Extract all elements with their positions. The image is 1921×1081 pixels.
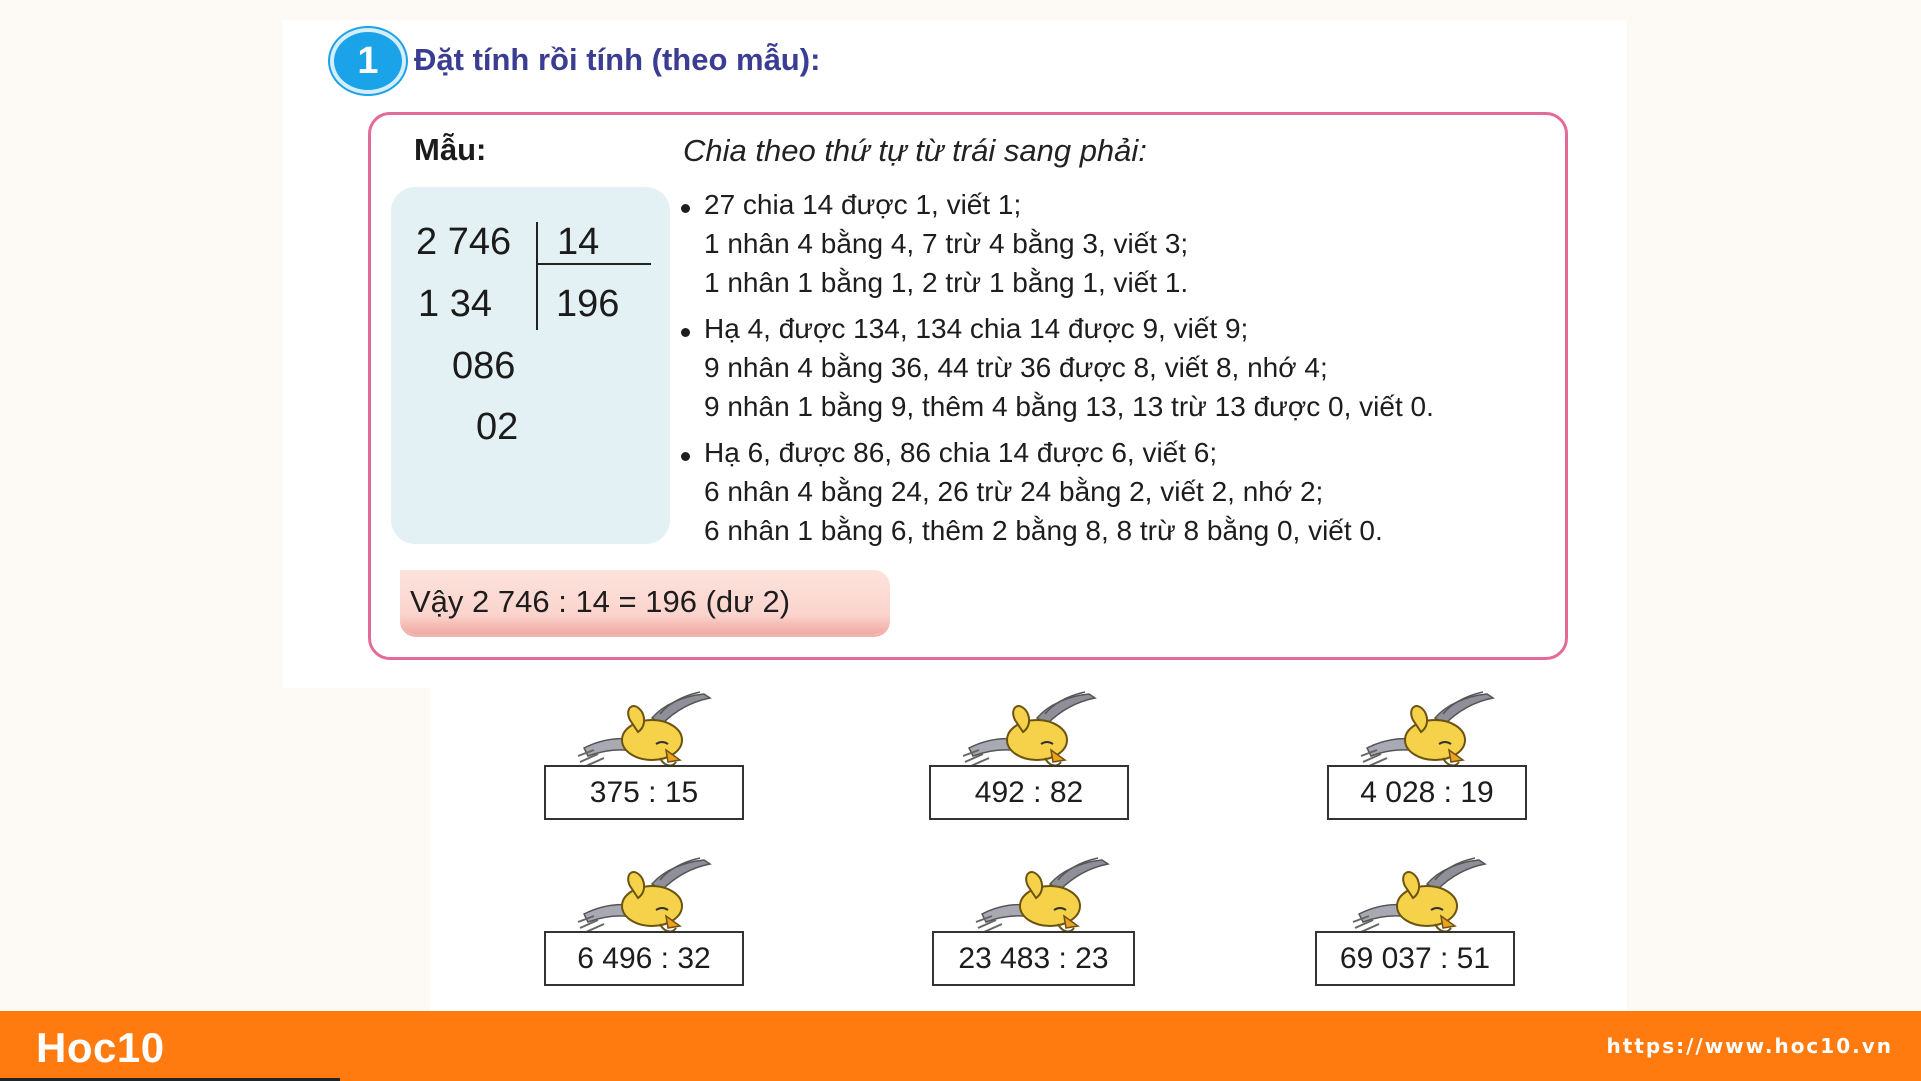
step-3-line-2: 6 nhân 4 bằng 24, 26 trừ 24 bằng 2, viết 2, nhớ 2; bbox=[704, 476, 1324, 507]
exercise-title: Đặt tính rồi tính (theo mẫu): bbox=[414, 42, 821, 77]
instruction-title: Chia theo thứ tự từ trái sang phải: bbox=[683, 133, 1147, 168]
result-text: Vậy 2 746 : 14 = 196 (dư 2) bbox=[410, 584, 791, 619]
problem-item-4 bbox=[544, 856, 744, 996]
bird-icon bbox=[1339, 856, 1489, 938]
bullet-icon bbox=[681, 328, 690, 337]
bird-icon bbox=[949, 690, 1099, 772]
remainder: 02 bbox=[476, 406, 519, 448]
problem-box: 375 : 15 bbox=[544, 765, 744, 820]
quotient: 196 bbox=[556, 283, 620, 325]
step-2-line-3: 9 nhân 1 bằng 9, thêm 4 bằng 13, 13 trừ 13 được 0, viết 0. bbox=[704, 391, 1434, 422]
problem-box: 4 028 : 19 bbox=[1327, 765, 1527, 820]
site-url[interactable]: https://www.hoc10.vn bbox=[1606, 1034, 1893, 1058]
problem-item-1 bbox=[544, 690, 744, 830]
problem-item-5 bbox=[932, 856, 1132, 996]
partial-dividend-1: 1 34 bbox=[418, 283, 492, 325]
bullet-icon bbox=[681, 204, 690, 213]
problem-item-2 bbox=[929, 690, 1129, 830]
step-1-line-3: 1 nhân 1 bằng 1, 2 trừ 1 bằng 1, viết 1. bbox=[704, 267, 1189, 298]
problem-box: 23 483 : 23 bbox=[932, 931, 1135, 986]
problem-item-6 bbox=[1315, 856, 1515, 996]
step-1-line-1: 27 chia 14 được 1, viết 1; bbox=[704, 189, 1022, 220]
partial-dividend-2: 086 bbox=[452, 345, 516, 387]
step-2-line-2: 9 nhân 4 bằng 36, 44 trừ 36 được 8, viết 8, nhớ 4; bbox=[704, 352, 1328, 383]
step-3-line-1: Hạ 6, được 86, 86 chia 14 được 6, viết 6; bbox=[704, 437, 1218, 468]
division-horizontal-line bbox=[537, 263, 651, 265]
dividend: 2 746 bbox=[416, 221, 512, 263]
step-1-line-2: 1 nhân 4 bằng 4, 7 trừ 4 bằng 3, viết 3; bbox=[704, 228, 1189, 259]
sample-label: Mẫu: bbox=[414, 132, 487, 167]
problem-item-3 bbox=[1327, 690, 1527, 830]
exercise-number-badge: 1 bbox=[330, 28, 406, 94]
problem-box: 6 496 : 32 bbox=[544, 931, 744, 986]
bird-icon bbox=[564, 856, 714, 938]
bird-icon bbox=[1347, 690, 1497, 772]
step-3-line-3: 6 nhân 1 bằng 6, thêm 2 bằng 8, 8 trừ 8 bằng 0, viết 0. bbox=[704, 515, 1383, 546]
division-vertical-line bbox=[536, 222, 538, 330]
bird-icon bbox=[564, 690, 714, 772]
bird-icon bbox=[962, 856, 1112, 938]
brand-logo: Hoc10 bbox=[36, 1024, 165, 1071]
problem-box: 492 : 82 bbox=[929, 765, 1129, 820]
step-2-line-1: Hạ 4, được 134, 134 chia 14 được 9, viết 9; bbox=[704, 313, 1249, 344]
bullet-icon bbox=[681, 452, 690, 461]
divisor: 14 bbox=[557, 221, 600, 263]
problem-box: 69 037 : 51 bbox=[1315, 931, 1515, 986]
